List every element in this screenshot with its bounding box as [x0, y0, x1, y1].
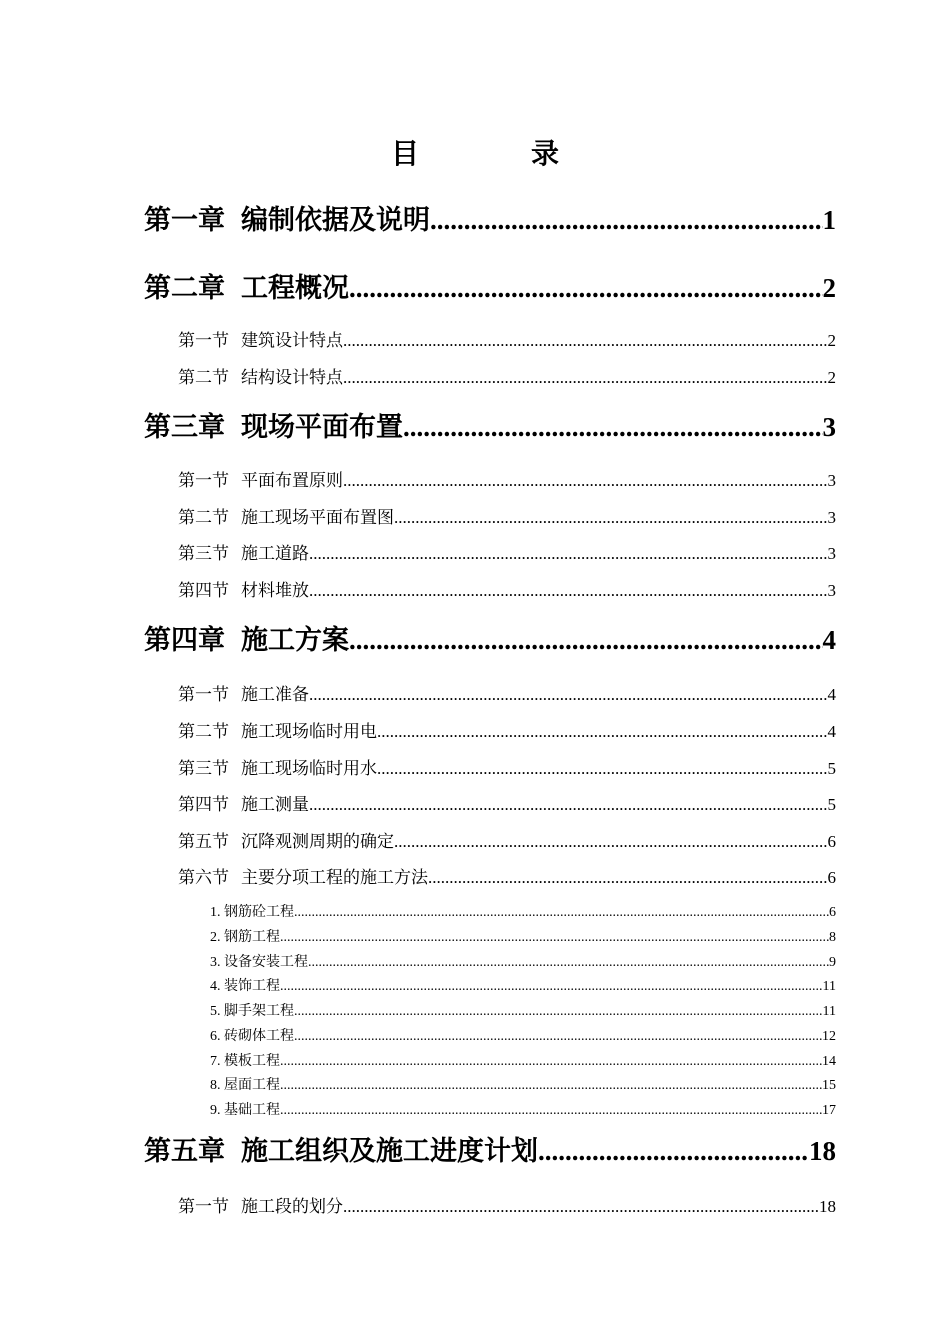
item-title: 9. 基础工程 [210, 1103, 280, 1118]
item-page-number: 9 [829, 955, 836, 970]
dot-leader [280, 1103, 822, 1119]
item-title: 2. 钢筋工程 [210, 930, 280, 945]
toc-item[interactable] [210, 1099, 836, 1119]
section-page-number: 3 [827, 508, 836, 527]
item-page-number: 8 [829, 930, 836, 945]
toc-item[interactable] [210, 1000, 836, 1020]
section-page-number: 6 [827, 868, 836, 887]
section-title: 施工道路 [241, 544, 309, 564]
chapter-page-number: 2 [822, 273, 836, 303]
item-title: 8. 屋面工程 [210, 1078, 280, 1093]
section-title: 施工段的划分 [241, 1197, 343, 1217]
section-page-number: 3 [827, 471, 836, 490]
section-title: 沉降观测周期的确定 [241, 832, 394, 852]
dot-leader [309, 544, 828, 564]
toc-title-char-1: 目 [390, 137, 419, 170]
toc-item[interactable] [210, 901, 836, 921]
chapter-title: 施工组织及施工进度计划 [241, 1136, 538, 1167]
section-page-number: 2 [827, 368, 836, 387]
section-page-number: 18 [819, 1197, 836, 1216]
dot-leader [349, 273, 823, 304]
dot-leader [349, 625, 823, 656]
toc-section[interactable] [178, 326, 836, 352]
dot-leader [403, 412, 823, 443]
dot-leader [294, 1004, 823, 1020]
toc-chapter-4[interactable] [144, 618, 836, 658]
item-page-number: 14 [822, 1054, 836, 1069]
toc-item[interactable] [210, 975, 836, 995]
chapter-number: 第三章 [144, 412, 225, 443]
item-title: 6. 砖砌体工程 [210, 1029, 294, 1044]
section-page-number: 5 [827, 759, 836, 778]
section-number: 第三节 [178, 544, 229, 564]
section-number: 第六节 [178, 868, 229, 888]
section-page-number: 3 [827, 581, 836, 600]
section-number: 第二节 [178, 508, 229, 528]
item-page-number: 15 [822, 1078, 836, 1093]
chapter-page-number: 18 [809, 1136, 836, 1166]
dot-leader [309, 685, 828, 705]
toc-section[interactable] [178, 717, 836, 743]
section-title: 施工准备 [241, 685, 309, 705]
chapter-page-number: 1 [822, 205, 836, 235]
section-number: 第一节 [178, 331, 229, 351]
toc-chapter-1[interactable] [144, 198, 836, 238]
item-title: 4. 装饰工程 [210, 979, 280, 994]
dot-leader [430, 205, 823, 236]
section-page-number: 6 [827, 832, 836, 851]
section-number: 第四节 [178, 581, 229, 601]
dot-leader [280, 930, 829, 946]
toc-chapter-5[interactable] [144, 1129, 836, 1169]
toc-section[interactable] [178, 790, 836, 816]
section-number: 第三节 [178, 759, 229, 779]
dot-leader [280, 1078, 822, 1094]
dot-leader [308, 955, 829, 971]
section-page-number: 5 [827, 795, 836, 814]
dot-leader [280, 979, 823, 995]
section-title: 结构设计特点 [241, 368, 343, 388]
dot-leader [294, 1029, 822, 1045]
dot-leader [394, 508, 828, 528]
item-page-number: 11 [822, 979, 836, 994]
toc-section[interactable] [178, 576, 836, 602]
toc-section[interactable] [178, 539, 836, 565]
section-title: 建筑设计特点 [241, 331, 343, 351]
toc-section[interactable] [178, 466, 836, 492]
toc-chapter-2[interactable] [144, 266, 836, 306]
toc-section[interactable] [178, 503, 836, 529]
section-title: 施工现场临时用电 [241, 722, 377, 742]
section-title: 主要分项工程的施工方法 [241, 868, 428, 888]
item-page-number: 12 [822, 1029, 836, 1044]
item-page-number: 17 [822, 1103, 836, 1118]
section-page-number: 4 [827, 722, 836, 741]
toc-section[interactable] [178, 754, 836, 780]
dot-leader [428, 868, 828, 888]
item-title: 5. 脚手架工程 [210, 1004, 294, 1019]
chapter-number: 第五章 [144, 1136, 225, 1167]
dot-leader [343, 331, 828, 351]
item-page-number: 6 [829, 905, 836, 920]
toc-chapter-3[interactable] [144, 405, 836, 445]
section-page-number: 3 [827, 544, 836, 563]
toc-section[interactable] [178, 363, 836, 389]
toc-item[interactable] [210, 1025, 836, 1045]
dot-leader [343, 1197, 819, 1217]
toc-item[interactable] [210, 926, 836, 946]
chapter-page-number: 3 [822, 412, 836, 442]
toc-title [0, 132, 950, 172]
section-number: 第五节 [178, 832, 229, 852]
chapter-title: 施工方案 [241, 625, 349, 656]
chapter-number: 第四章 [144, 625, 225, 656]
section-title: 施工现场平面布置图 [241, 508, 394, 528]
dot-leader [377, 759, 828, 779]
section-title: 平面布置原则 [241, 471, 343, 491]
item-page-number: 11 [822, 1004, 836, 1019]
item-title: 3. 设备安装工程 [210, 955, 308, 970]
item-title: 7. 模板工程 [210, 1054, 280, 1069]
section-title: 施工测量 [241, 795, 309, 815]
chapter-number: 第二章 [144, 273, 225, 304]
toc-section[interactable] [178, 863, 836, 889]
section-number: 第一节 [178, 471, 229, 491]
section-number: 第一节 [178, 1197, 229, 1217]
dot-leader [280, 1054, 822, 1070]
dot-leader [343, 471, 828, 491]
section-number: 第一节 [178, 685, 229, 705]
chapter-page-number: 4 [822, 625, 836, 655]
item-title: 1. 钢筋砼工程 [210, 905, 294, 920]
toc-title-char-2: 录 [531, 137, 560, 170]
toc-section[interactable] [178, 680, 836, 706]
dot-leader [309, 581, 828, 601]
section-number: 第二节 [178, 368, 229, 388]
chapter-number: 第一章 [144, 205, 225, 236]
section-page-number: 4 [827, 685, 836, 704]
toc-item[interactable] [210, 1050, 836, 1070]
dot-leader [377, 722, 828, 742]
section-number: 第四节 [178, 795, 229, 815]
dot-leader [538, 1136, 809, 1167]
chapter-title: 编制依据及说明 [241, 205, 430, 236]
section-title: 施工现场临时用水 [241, 759, 377, 779]
toc-section[interactable] [178, 827, 836, 853]
section-page-number: 2 [827, 331, 836, 350]
section-number: 第二节 [178, 722, 229, 742]
dot-leader [343, 368, 828, 388]
dot-leader [394, 832, 828, 852]
dot-leader [309, 795, 828, 815]
toc-item[interactable] [210, 951, 836, 971]
chapter-title: 工程概况 [241, 273, 349, 304]
section-title: 材料堆放 [241, 581, 309, 601]
chapter-title: 现场平面布置 [241, 412, 403, 443]
dot-leader [294, 905, 829, 921]
toc-item[interactable] [210, 1074, 836, 1094]
toc-section[interactable] [178, 1192, 836, 1218]
